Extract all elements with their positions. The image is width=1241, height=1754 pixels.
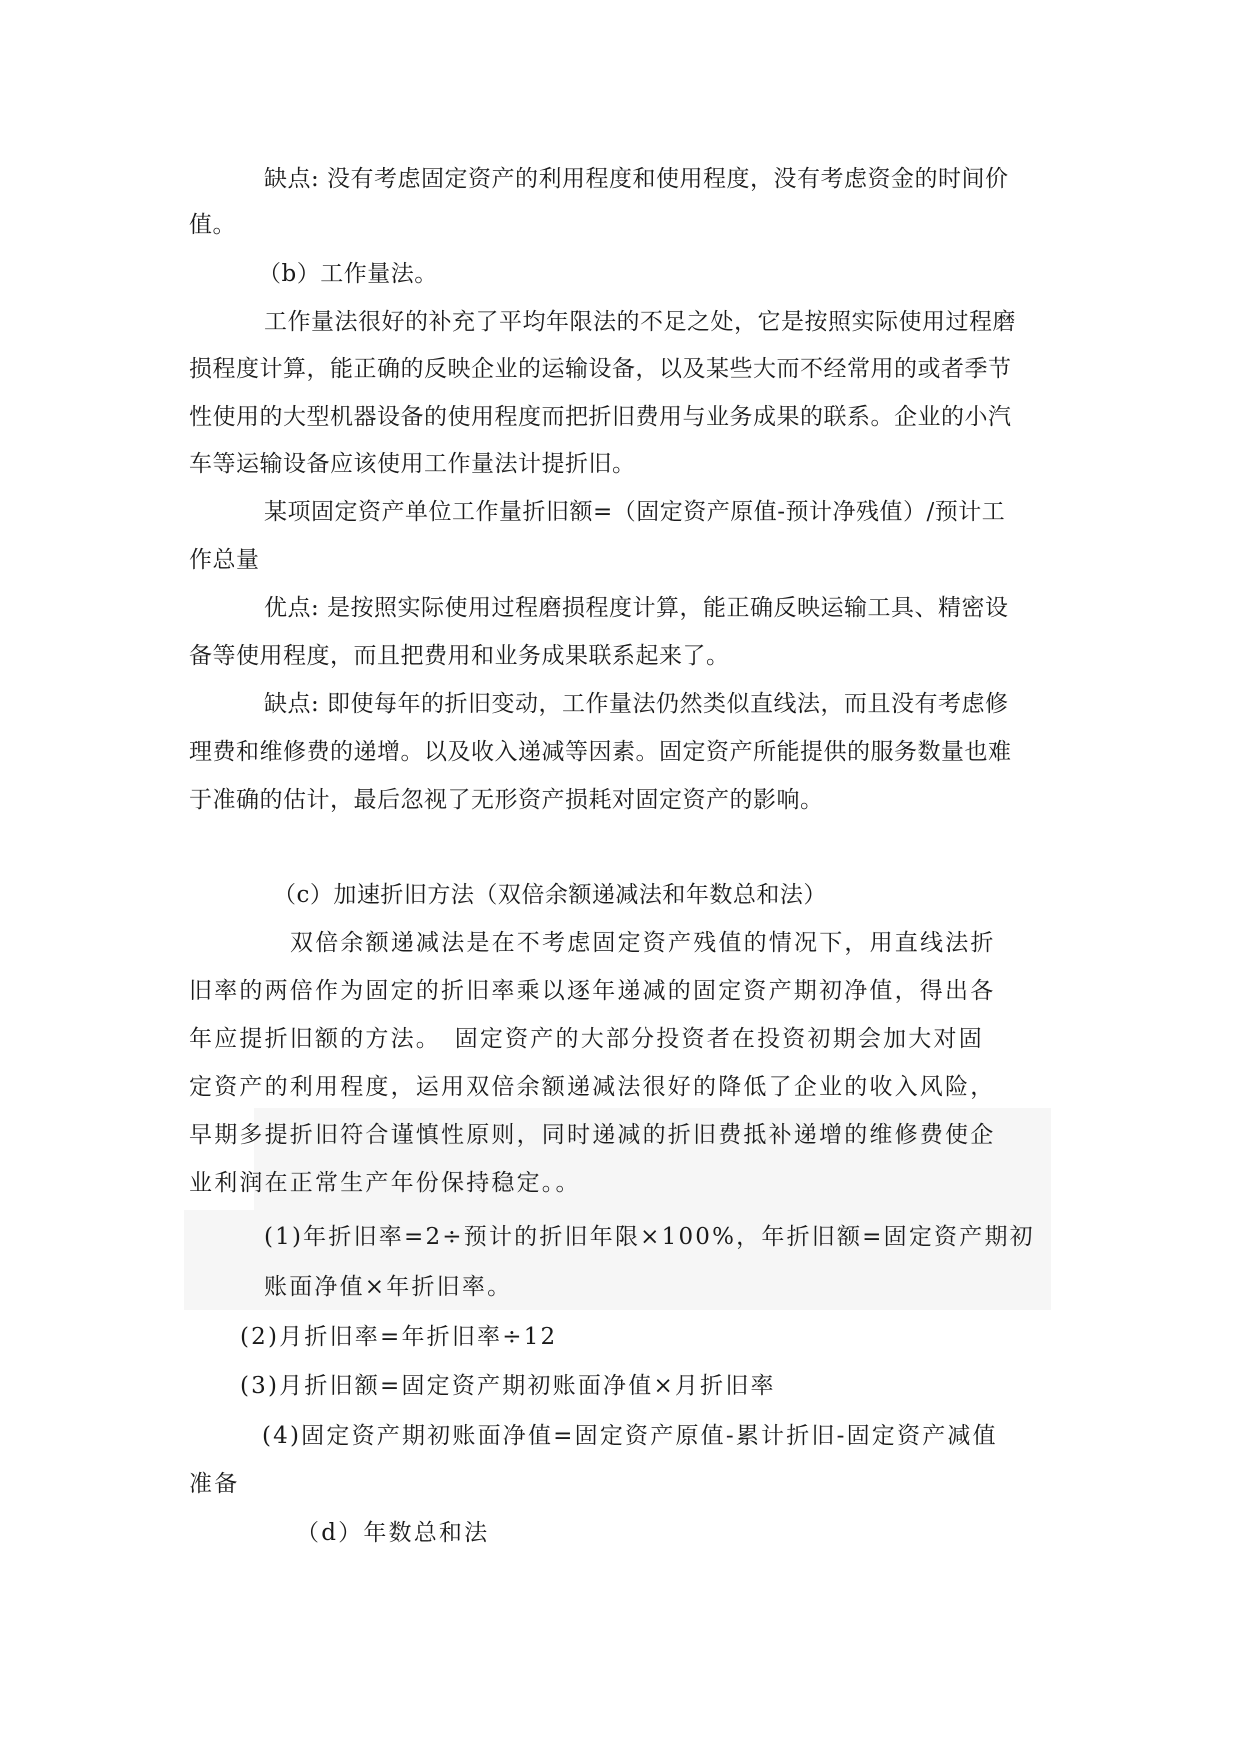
text-line: 业利润在正常生产年份保持稳定。。 (189, 1170, 581, 1196)
text-line: 定资产的利用程度，运用双倍余额递减法很好的降低了企业的收入风险， (189, 1074, 996, 1100)
text-line: 年应提折旧额的方法。 固定资产的大部分投资者在投资初期会加大对固 (189, 1026, 984, 1052)
formula-line: (3)月折旧额=固定资产期初账面净值×月折旧率 (240, 1373, 776, 1399)
text-line: 旧率的两倍作为固定的折旧率乘以逐年递减的固定资产期初净值，得出各 (189, 978, 996, 1004)
text-line: 工作量法很好的补充了平均年限法的不足之处，它是按照实际使用过程磨 (264, 309, 1016, 335)
text-line: 车等运输设备应该使用工作量法计提折旧。 (189, 451, 636, 477)
section-heading: （d）年数总和法 (296, 1520, 490, 1546)
text-line: 作总量 (189, 547, 260, 573)
section-heading: （c）加速折旧方法（双倍余额递减法和年数总和法） (273, 882, 827, 908)
formula-line: (2)月折旧率=年折旧率÷12 (240, 1324, 558, 1350)
text-line: 损程度计算，能正确的反映企业的运输设备，以及某些大而不经常用的或者季节 (189, 356, 1012, 382)
text-line: 优点: 是按照实际使用过程磨损程度计算，能正确反映运输工具、精密设 (264, 595, 1009, 621)
text-line: 备等使用程度，而且把费用和业务成果联系起来了。 (189, 643, 730, 669)
text-line: 缺点: 没有考虑固定资产的利用程度和使用程度，没有考虑资金的时间价 (264, 166, 1009, 192)
formula-line: (1)年折旧率=2÷预计的折旧年限×100%，年折旧额=固定资产期初 (264, 1224, 1035, 1250)
text-line: 性使用的大型机器设备的使用程度而把折旧费用与业务成果的联系。企业的小汽 (189, 404, 1012, 430)
text-line: 于准确的估计，最后忽视了无形资产损耗对固定资产的影响。 (189, 787, 824, 813)
text-line: 准备 (189, 1471, 240, 1497)
text-line: 双倍余额递减法是在不考虑固定资产残值的情况下，用直线法折 (290, 930, 996, 956)
formula-line: 账面净值×年折旧率。 (264, 1274, 513, 1300)
section-heading: （b）工作量法。 (258, 261, 438, 287)
text-line: 早期多提折旧符合谨慎性原则，同时递减的折旧费抵补递增的维修费使企 (189, 1122, 996, 1148)
text-line: 理费和维修费的递增。以及收入递减等因素。固定资产所能提供的服务数量也难 (189, 739, 1012, 765)
text-line: 值。 (189, 212, 236, 238)
formula-line: (4)固定资产期初账面净值=固定资产原值-累计折旧-固定资产减值 (262, 1423, 998, 1449)
text-line: 缺点: 即使每年的折旧变动，工作量法仍然类似直线法，而且没有考虑修 (264, 691, 1009, 717)
text-line: 某项固定资产单位工作量折旧额=（固定资产原值-预计净残值）/预计工 (264, 499, 1006, 525)
